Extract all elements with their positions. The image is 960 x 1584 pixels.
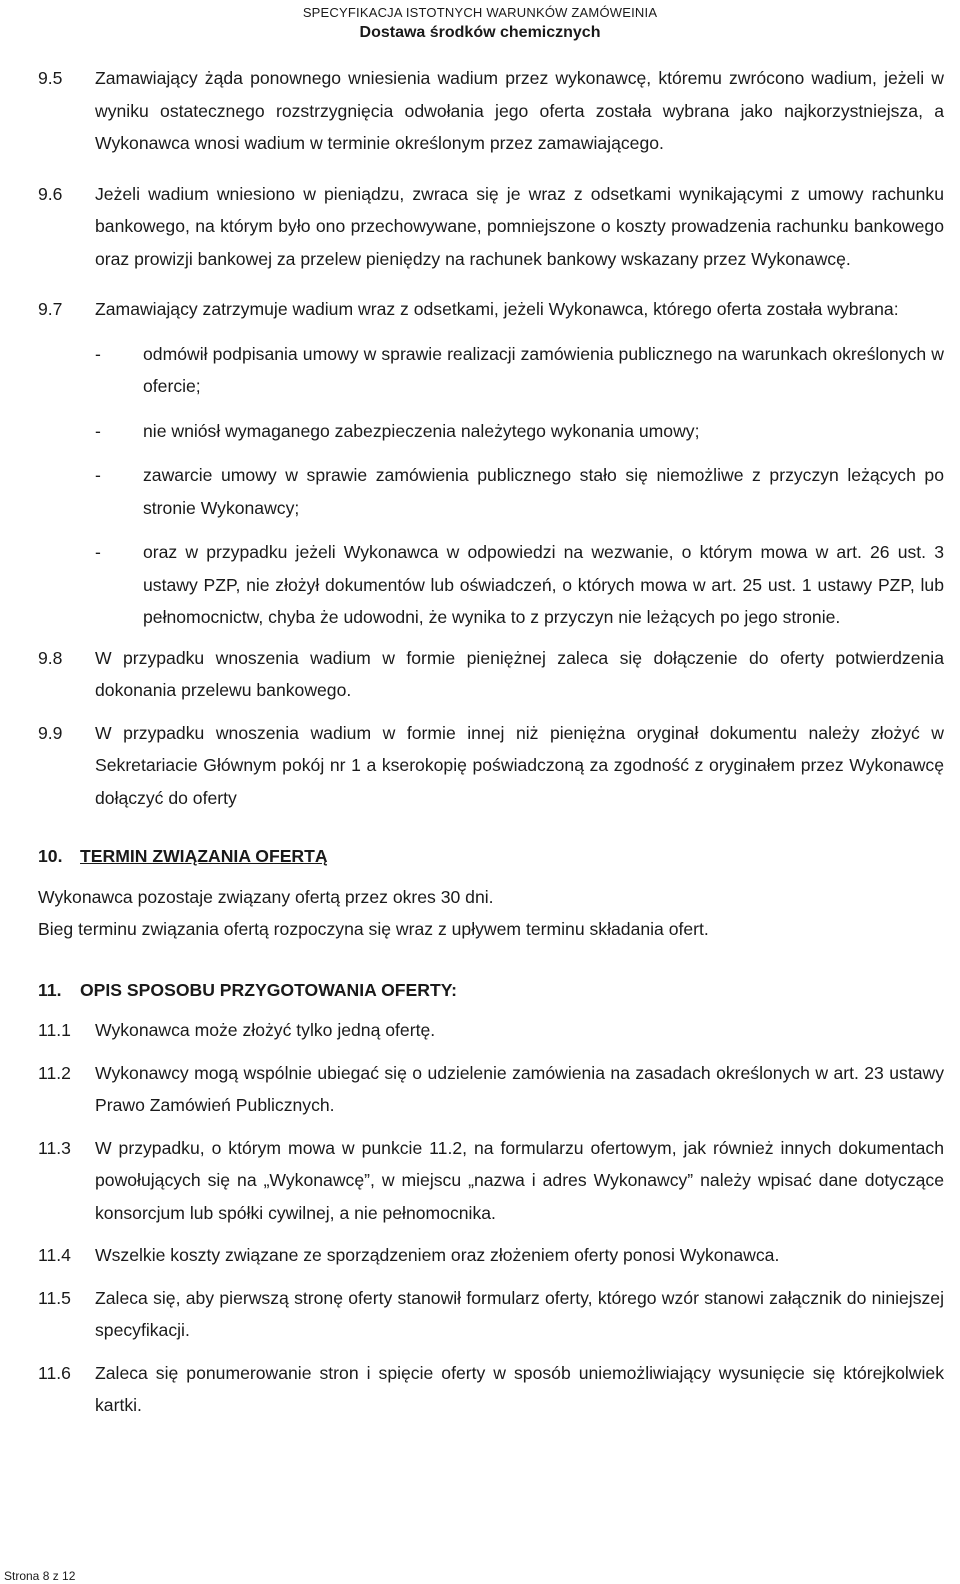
section-10-line-2: Bieg terminu związania ofertą rozpoczyna się wraz z upływem terminu składania ofert. xyxy=(38,919,709,939)
bullet-dash: - xyxy=(95,465,101,485)
clause-number: 11.2 xyxy=(38,1062,71,1083)
clause-text: Jeżeli wadium wniesiono w pieniądzu, zwraca się je wraz z odsetkami wynikającymi z umowy rachunku bankowego, na którym było ono przechowywane, pomniejszone o koszty prowadzenia rachunku bankowego oraz prowizji bankowej za przelew pieniędzy na rachunek bankowy wskazany przez Wykonawcę. xyxy=(95,183,944,269)
clause-text: Wykonawcy mogą wspólnie ubiegać się o udzielenie zamówienia na zasadach określonych w art. 23 ustawy Prawo Zamówień Publicznych. xyxy=(95,1062,944,1115)
bullet-dash: - xyxy=(95,343,101,364)
document-body xyxy=(38,62,944,1422)
clause-number: 11.5 xyxy=(38,1287,71,1308)
clause-text: Zaleca się ponumerowanie stron i spięcie oferty w sposób uniemożliwiający wysunięcie się którejkolwiek kartki. xyxy=(95,1362,944,1415)
bullet-text: oraz w przypadku jeżeli Wykonawca w odpowiedzi na wezwanie, o którym mowa w art. 26 ust. 3 ustawy PZP, nie złożył dokumentów lub oświadczeń, o których mowa w art. 25 ust. 1 ustawy PZP, lub pełnomocnictw, chyba że udowodni, że wynika to z przyczyn nie leżących po jego stronie. xyxy=(143,542,944,627)
clause-number: 11.1 xyxy=(38,1020,71,1040)
clause-11-3 xyxy=(38,1132,944,1230)
clause-text: Wszelkie koszty związane ze sporządzeniem oraz złożeniem oferty ponosi Wykonawca. xyxy=(95,1245,780,1265)
clause-text: W przypadku wnoszenia wadium w formie innej niż pieniężna oryginał dokumentu należy złożyć w Sekretariacie Głównym pokój nr 1 a kserokopię poświadczoną za zgodność z oryginałem przez Wykonawcę dołączyć do oferty xyxy=(95,722,944,808)
clause-number: 11.4 xyxy=(38,1245,71,1265)
clause-9-8 xyxy=(38,642,944,707)
clause-number: 9.9 xyxy=(38,722,63,743)
clause-9-5 xyxy=(38,62,944,160)
clause-9-7 xyxy=(38,293,944,326)
document-header xyxy=(0,4,960,44)
bullet-dash: - xyxy=(95,542,101,562)
clause-11-4 xyxy=(38,1239,944,1272)
section-number: 10. xyxy=(38,846,63,866)
clause-text: Wykonawca może złożyć tylko jedną ofertę. xyxy=(95,1020,436,1040)
clause-number: 11.6 xyxy=(38,1362,71,1383)
bullet-item xyxy=(95,338,944,403)
clause-text: Zaleca się, aby pierwszą stronę oferty stanowił formularz oferty, którego wzór stanowi załącznik do niniejszej specyfikacji. xyxy=(95,1287,944,1340)
bullet-item xyxy=(95,459,944,524)
section-10-heading xyxy=(38,840,944,873)
page-number: Strona 8 z 12 xyxy=(4,1569,76,1583)
header-subject: Dostawa środków chemicznych xyxy=(359,24,601,41)
clause-11-2 xyxy=(38,1057,944,1122)
bullet-text: odmówił podpisania umowy w sprawie realizacji zamówienia publicznego na warunkach określonych w ofercie; xyxy=(143,343,944,396)
clause-text: W przypadku wnoszenia wadium w formie pieniężnej zaleca się dołączenie do oferty potwierdzenia dokonania przelewu bankowego. xyxy=(95,647,944,700)
clause-number: 9.6 xyxy=(38,183,63,204)
bullet-item xyxy=(95,415,944,448)
section-number: 11. xyxy=(38,979,62,1000)
bullet-text: zawarcie umowy w sprawie zamówienia publicznego stało się niemożliwe z przyczyn leżących po stronie Wykonawcy; xyxy=(143,465,944,518)
header-spec-title: SPECYFIKACJA ISTOTNYCH WARUNKÓW ZAMÓWEINIA xyxy=(302,5,658,20)
section-title: TERMIN ZWIĄZANIA OFERTĄ xyxy=(80,846,328,866)
clause-number: 9.5 xyxy=(38,68,63,88)
bullet-text: nie wniósł wymaganego zabezpieczenia należytego wykonania umowy; xyxy=(143,420,700,441)
clause-number: 9.8 xyxy=(38,647,63,668)
clause-text: Zamawiający zatrzymuje wadium wraz z odsetkami, jeżeli Wykonawca, którego oferta została wybrana: xyxy=(95,299,899,319)
section-11-heading xyxy=(38,974,944,1007)
bullet-dash: - xyxy=(95,420,101,441)
clause-11-6 xyxy=(38,1357,944,1422)
clause-9-9 xyxy=(38,717,944,815)
clause-9-6 xyxy=(38,178,944,276)
clause-11-5 xyxy=(38,1282,944,1347)
section-title: OPIS SPOSOBU PRZYGOTOWANIA OFERTY: xyxy=(80,979,457,1000)
clause-number: 9.7 xyxy=(38,299,63,319)
clause-number: 11.3 xyxy=(38,1137,71,1158)
clause-11-1 xyxy=(38,1014,944,1047)
clause-text: W przypadku, o którym mowa w punkcie 11.2, na formularzu ofertowym, jak również innych dokumentach powołujących się na „Wykonawcę”, w miejscu „nazwa i adres Wykonawcy” należy wpisać dane dotyczące konsorcjum lub spółki cywilnej, a nie pełnomocnika. xyxy=(95,1137,944,1223)
section-10-line-1: Wykonawca pozostaje związany ofertą przez okres 30 dni. xyxy=(38,886,494,907)
clause-text: Zamawiający żąda ponownego wniesienia wadium przez wykonawcę, któremu zwrócono wadium, jeżeli w wyniku ostatecznego rozstrzygnięcia odwołania jego oferta została wybrana jako najkorzystniejsza, a Wykonawca wnosi wadium w terminie określonym przez zamawiającego. xyxy=(95,68,944,153)
bullet-item xyxy=(95,536,944,634)
